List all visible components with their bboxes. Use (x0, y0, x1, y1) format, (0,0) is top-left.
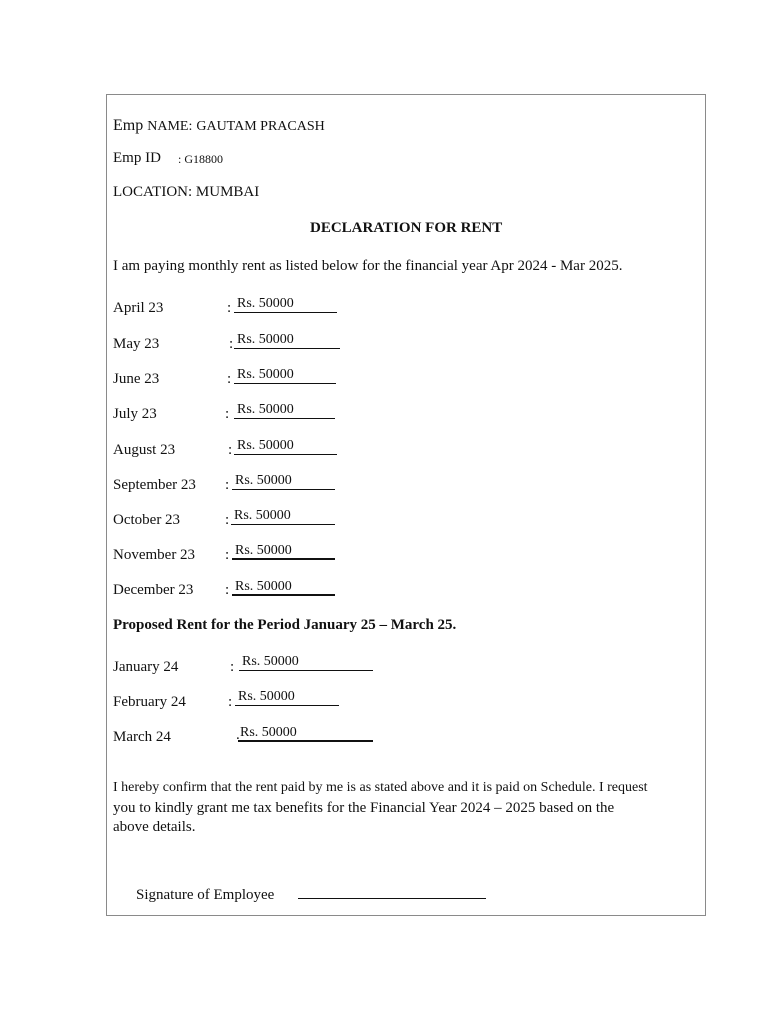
row-colon: : (229, 336, 234, 352)
rent-amount: Rs. 50000 (232, 473, 335, 490)
location: LOCATION: MUMBAI (113, 184, 260, 200)
proposed-heading: Proposed Rent for the Period January 25 – March 25. (113, 617, 457, 633)
month-label: August 23 (113, 442, 176, 458)
signature-line (298, 898, 486, 899)
rent-amount: Rs. 50000 (234, 296, 337, 313)
row-colon: : (225, 582, 230, 598)
month-label: June 23 (113, 371, 160, 387)
proposed-amount: Rs. 50000 (235, 689, 339, 706)
document-title: DECLARATION FOR RENT (310, 220, 503, 236)
month-label: September 23 (113, 477, 196, 493)
employee-name: GAUTAM PRACASH (196, 119, 325, 134)
row-colon: : (228, 694, 233, 710)
rent-amount: Rs. 50000 (234, 367, 336, 384)
confirmation-line-2: you to kindly grant me tax benefits for the Financial Year 2024 – 2025 based on the (113, 800, 615, 816)
month-label: March 24 (113, 729, 171, 745)
month-label: April 23 (113, 300, 164, 316)
rent-amount: Rs. 50000 (234, 332, 340, 349)
month-label: January 24 (113, 659, 179, 675)
month-label: November 23 (113, 547, 196, 563)
confirmation-line-1: I hereby confirm that the rent paid by me is as stated above and it is paid on Schedule. I request (113, 780, 648, 795)
rent-amount: Rs. 50000 (234, 402, 335, 419)
row-colon: : (225, 406, 230, 422)
signature-label: Signature of Employee (136, 887, 275, 903)
intro-text: I am paying monthly rent as listed below for the financial year Apr 2024 - Mar 2025. (113, 258, 623, 274)
row-colon: : (230, 659, 235, 675)
row-colon: : (228, 442, 233, 458)
row-colon: : (227, 371, 232, 387)
row-colon: . (236, 727, 240, 743)
emp-prefix: Emp (113, 117, 144, 134)
employee-id-value: : G18800 (178, 152, 223, 166)
month-label: May 23 (113, 336, 160, 352)
rent-amount: Rs. 50000 (232, 579, 335, 596)
row-colon: : (227, 300, 232, 316)
month-label: July 23 (113, 406, 157, 422)
name-label: NAME: (147, 119, 193, 134)
row-colon: : (225, 512, 230, 528)
employee-id-label: Emp ID (113, 150, 161, 166)
month-label: December 23 (113, 582, 194, 598)
rent-amount: Rs. 50000 (231, 508, 335, 525)
proposed-amount: Rs. 50000 (239, 654, 373, 671)
row-colon: : (225, 477, 230, 493)
confirmation-line-3: above details. (113, 819, 196, 835)
month-label: October 23 (113, 512, 181, 528)
proposed-amount: Rs. 50000 (238, 725, 373, 742)
employee-name-line (113, 117, 325, 135)
rent-amount: Rs. 50000 (234, 438, 337, 455)
month-label: February 24 (113, 694, 186, 710)
rent-amount: Rs. 50000 (232, 543, 335, 560)
row-colon: : (225, 547, 230, 563)
